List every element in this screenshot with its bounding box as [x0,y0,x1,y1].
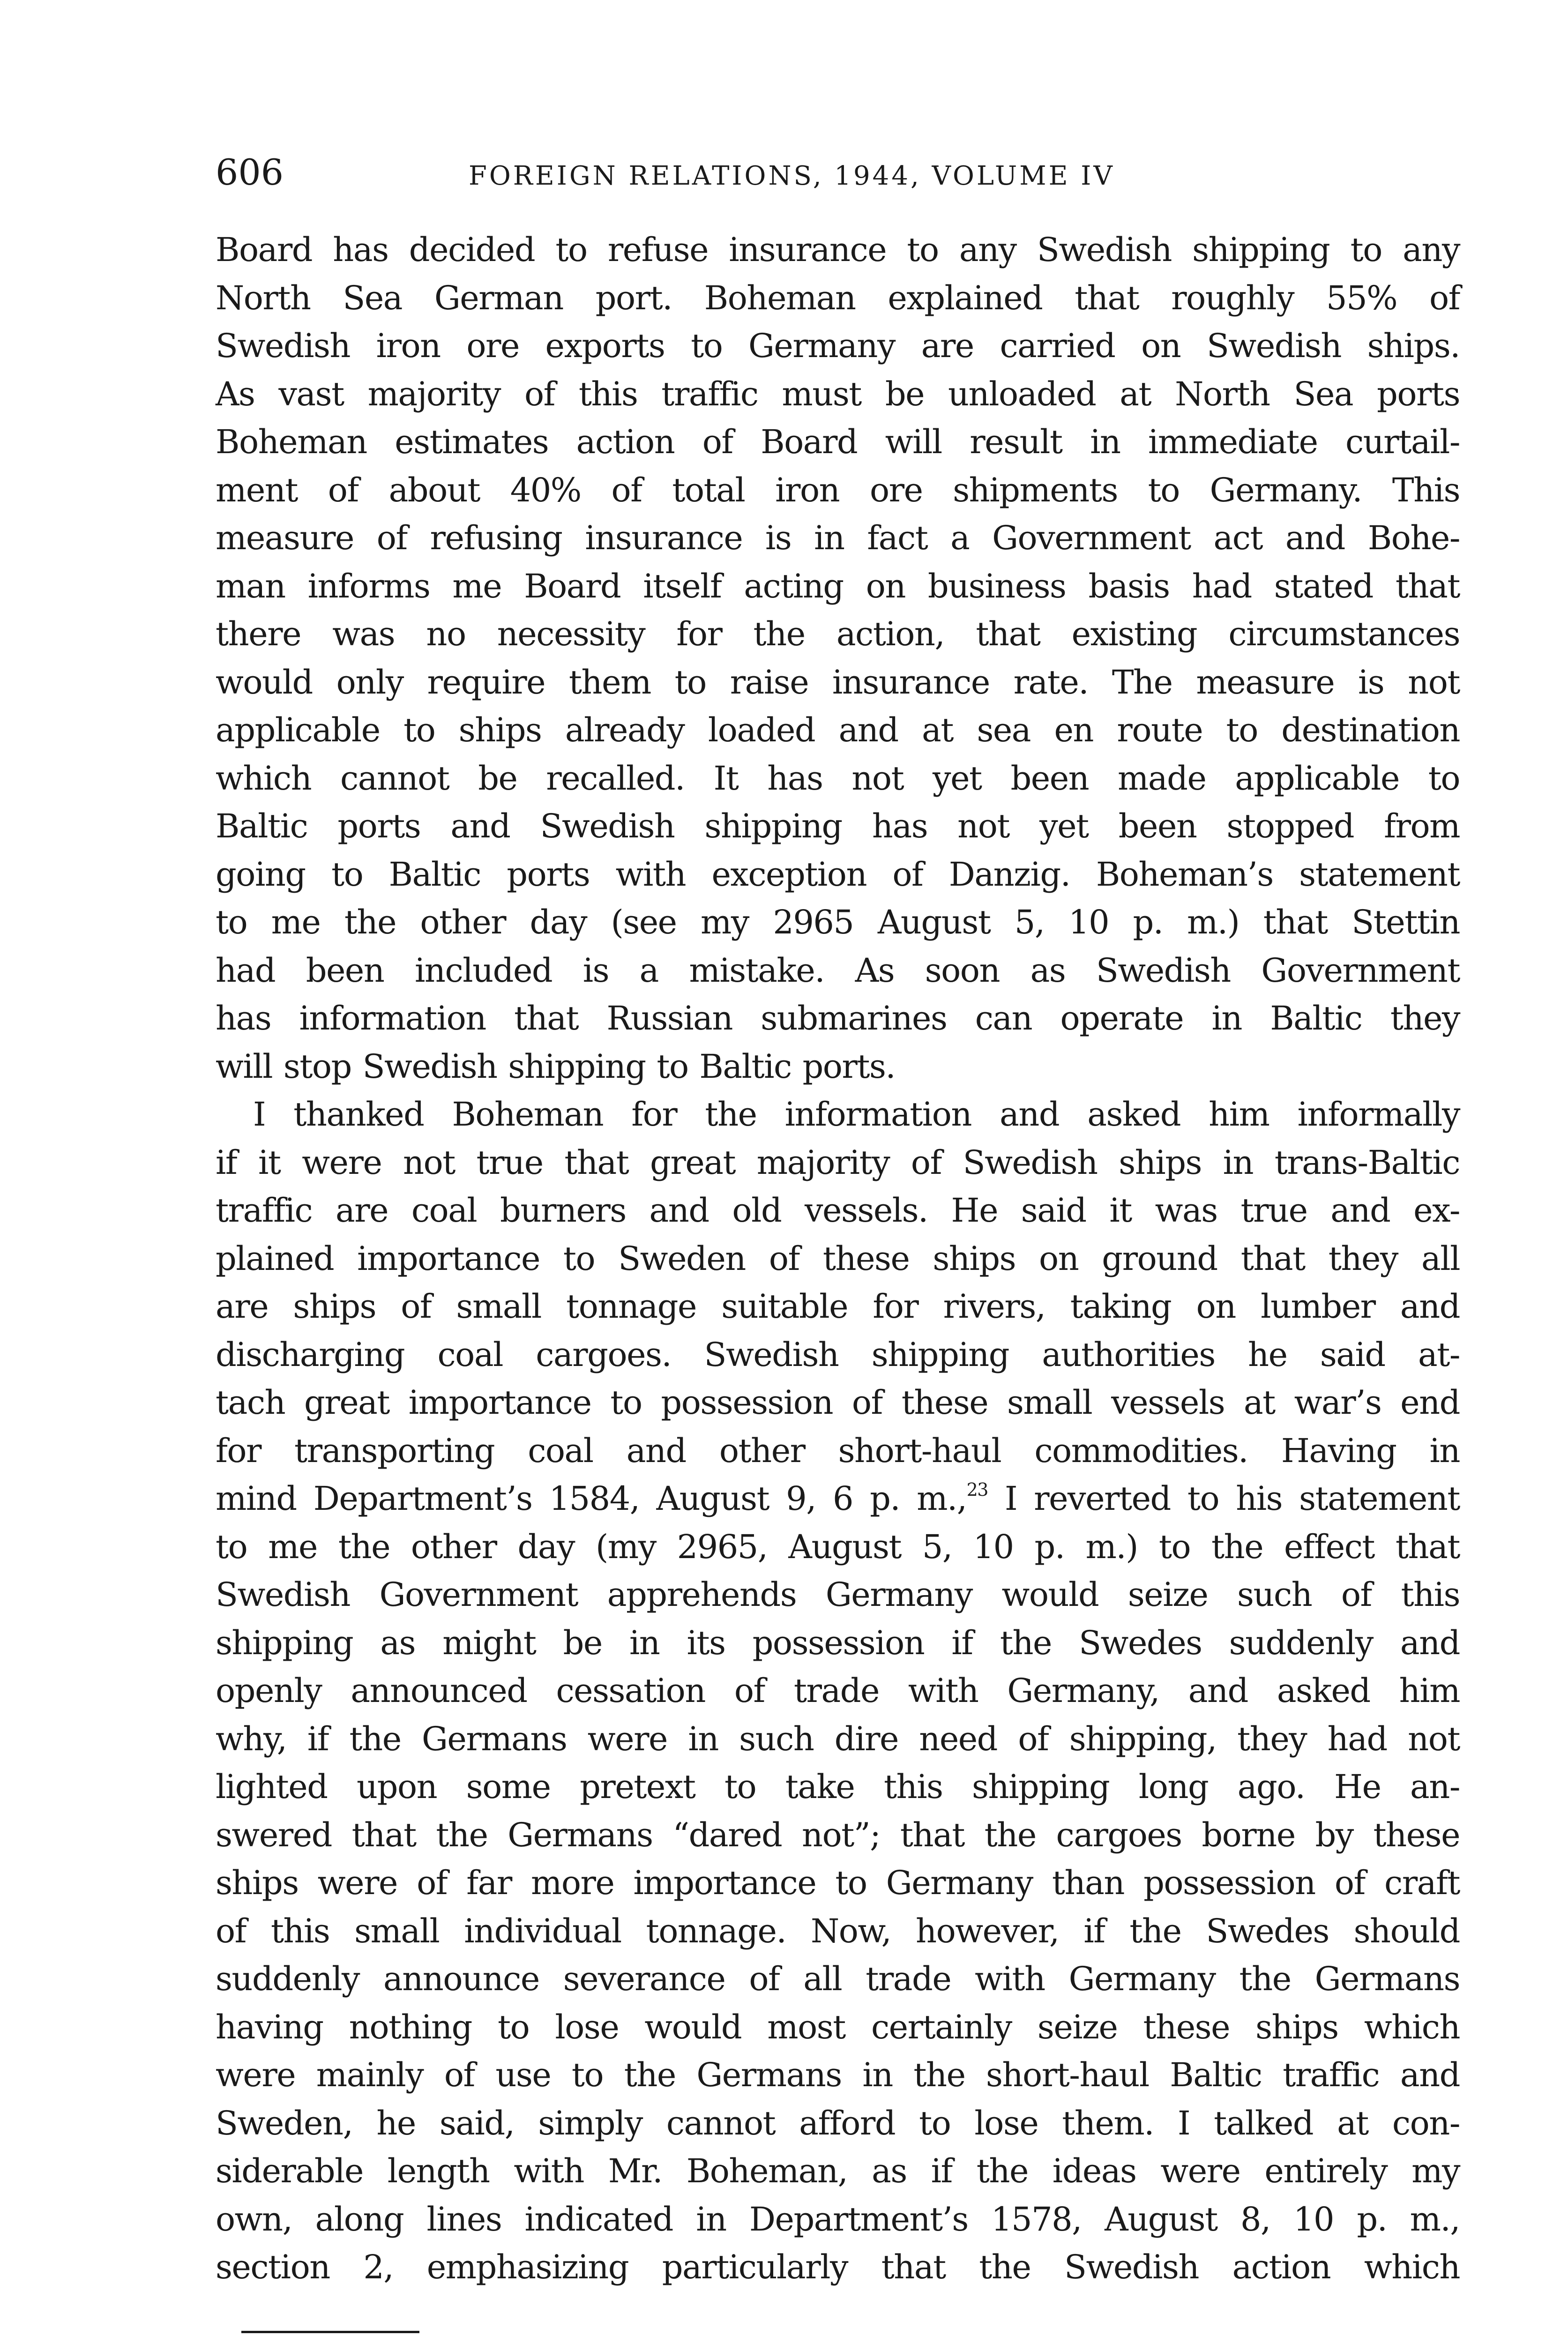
text-line: were mainly of use to the Germans in the short-haul Baltic traffic and [216,2056,1460,2094]
text-line: traffic are coal burners and old vessels. He said it was true and ex- [216,1191,1460,1230]
text-line: Baltic ports and Swedish shipping has not yet been stopped from [216,807,1460,845]
text-line: to me the other day (see my 2965 August 5, 10 p. m.) that Stettin [216,903,1460,941]
text-line: going to Baltic ports with exception of Danzig. Boheman’s statement [216,855,1460,894]
text-line: having nothing to lose would most certainly seize these ships which [216,2007,1460,2046]
paragraph [216,1090,1460,2291]
running-title: FOREIGN RELATIONS, 1944, VOLUME IV [469,161,1115,191]
text-line-tail: I reverted to his statement [987,1479,1460,1518]
text-line: I thanked Boheman for the information and asked him informally [253,1095,1460,1134]
text-line: of this small individual tonnage. Now, however, if the Swedes should [216,1911,1460,1950]
paragraph [216,226,1460,1090]
text-line: own, along lines indicated in Department’s 1578, August 8, 10 p. m., [216,2200,1460,2239]
text-line: for transporting coal and other short-haul commodities. Having in [216,1431,1460,1470]
text-line: ships were of far more importance to Germany than possession of craft [216,1864,1460,1902]
text-line: mind Department’s 1584, August 9, 6 p. m.,$^{23}$ I reverted to his statement [216,1479,1460,1518]
text-line: openly announced cessation of trade with Germany, and asked him [216,1671,1460,1710]
text-line: had been included is a mistake. As soon as Swedish Government [216,951,1460,990]
text-line: Board has decided to refuse insurance to any Swedish shipping to any [216,231,1460,269]
text-line: Swedish Government apprehends Germany would seize such of this [216,1575,1460,1614]
text-line: measure of refusing insurance is in fact a Government act and Bohe- [216,519,1460,557]
footnote-reference: 23 [966,1479,988,1500]
text-line: shipping as might be in its possession if the Swedes suddenly and [216,1623,1460,1662]
text-line: applicable to ships already loaded and at sea en route to destination [216,711,1460,749]
text-line: Boheman estimates action of Board will result in immediate curtail- [216,423,1460,461]
text-line: plained importance to Sweden of these ships on ground that they all [216,1239,1460,1278]
text-line: which cannot be recalled. It has not yet been made applicable to [216,759,1460,798]
text-line: man informs me Board itself acting on business basis had stated that [216,567,1460,605]
text-line: there was no necessity for the action, that existing circumstances [216,615,1460,653]
page-number: 606 [216,151,284,193]
text-line: will stop Swedish shipping to Baltic ports. [216,1047,896,1086]
text-line: siderable length with Mr. Boheman, as if the ideas were entirely my [216,2152,1460,2190]
text-line: Swedish iron ore exports to Germany are carried on Swedish ships. [216,327,1460,365]
footnote-rule [241,2331,419,2333]
text-line: discharging coal cargoes. Swedish shipping authorities he said at- [216,1335,1460,1374]
text-line: would only require them to raise insurance rate. The measure is not [216,663,1460,701]
text-line: suddenly announce severance of all trade with Germany the Germans [216,1960,1460,1998]
text-line: section 2, emphasizing particularly that the Swedish action which [216,2248,1460,2286]
text-line: are ships of small tonnage suitable for rivers, taking on lumber and [216,1287,1460,1326]
text-line: if it were not true that great majority of Swedish ships in trans-Baltic [216,1143,1460,1182]
text-line: Sweden, he said, simply cannot afford to lose them. I talked at con- [216,2104,1460,2142]
text-line: has information that Russian submarines can operate in Baltic they [216,999,1460,1037]
text-line: swered that the Germans “dared not”; that the cargoes borne by these [216,1815,1460,1854]
body-text [216,226,1460,2291]
text-line: lighted upon some pretext to take this shipping long ago. He an- [216,1768,1460,1806]
text-line: tach great importance to possession of these small vessels at war’s end [216,1383,1460,1422]
text-line: to me the other day (my 2965, August 5, 10 p. m.) to the effect that [216,1527,1460,1566]
running-header [216,149,1460,201]
text-line: North Sea German port. Boheman explained that roughly 55% of [216,278,1460,317]
text-line: As vast majority of this traffic must be unloaded at North Sea ports [216,374,1460,413]
text-line: ment of about 40% of total iron ore shipments to Germany. This [216,470,1460,509]
text-line: why, if the Germans were in such dire need of shipping, they had not [216,1719,1460,1758]
